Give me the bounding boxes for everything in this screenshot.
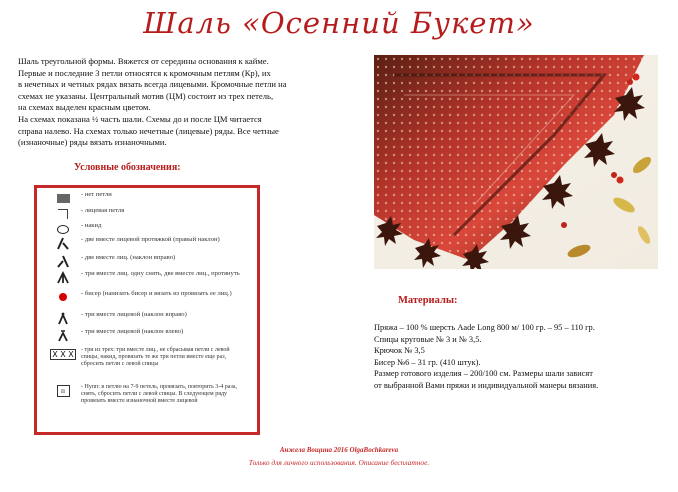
legend-row-knit: - лицевая петля xyxy=(45,207,246,221)
three-from-three-icon xyxy=(45,347,81,361)
legend-box xyxy=(34,185,260,435)
legend-row-three-from-three: X X X - три из трех: три вместе лиц., не сбрасывая петли с левой спицы, накид, провязать те же три петли вместе еще раз, сбросить петли с левой спицы xyxy=(45,347,246,368)
shawl-illustration xyxy=(374,55,658,269)
footer-credit: Анжела Вощина 2016 OlgaBochkareva xyxy=(279,446,399,454)
materials-list xyxy=(374,322,674,392)
legend-row-k3tog-central: - три вместе лиц. одну снять, две вместе лиц., протянуть xyxy=(45,270,246,284)
bead-icon xyxy=(45,290,81,304)
yarn-over-icon xyxy=(45,222,81,236)
central-double-decrease-icon xyxy=(45,270,81,284)
three-from-three-label: X X X xyxy=(52,349,74,359)
decrease-left-icon xyxy=(45,236,81,250)
materials-line: Бисер №6 – 31 гр. (410 штук). xyxy=(374,357,481,367)
legend-row-yarn-over: - накид xyxy=(45,222,246,236)
materials-line: Размер готового изделия – 200/100 см. Размеры шали зависят xyxy=(374,369,593,379)
intro-line: справа налево. На схемах только нечетные (лицевые) ряды. Все четные xyxy=(18,125,279,136)
materials-title: Материалы: xyxy=(398,295,458,306)
legend-title: Условные обозначения: xyxy=(74,162,181,173)
legend-row-no-stitch: - нет петли xyxy=(45,191,246,205)
intro-text xyxy=(18,56,353,149)
intro-line: Первые и последние 3 петли относятся к кромочным петлям (Кр), их xyxy=(18,67,271,78)
intro-line: (изнаночные) ряды вязать изнаночными. xyxy=(18,137,167,148)
legend-row-k2tog-tbl: - две вместе лицевой протяжкой (правый наклон) xyxy=(45,236,246,250)
intro-line: схемах не указаны. Центральный мотив (ЦМ) состоит из трех петель, xyxy=(18,90,274,101)
legend-row-bead: - бисер (нанизать бисер и вязать из провязать ее лиц.) xyxy=(45,290,246,304)
knit-stitch-icon xyxy=(45,207,81,221)
materials-line: Крючок № 3,5 xyxy=(374,346,425,356)
shawl-photo xyxy=(374,55,658,269)
legend-row-k3tog-left: - три вместе лицевой (наклон влево) xyxy=(45,328,246,342)
materials-line: от выбранной Вами пряжи и индивидуальной манеры вязания. xyxy=(374,380,599,390)
footer-note: Только для личного использования. Описание бесплатное. xyxy=(248,458,430,467)
intro-line: Шаль треугольной формы. Вяжется от середины основания к кайме. xyxy=(18,56,269,66)
materials-line: Спицы круговые № 3 и № 3,5. xyxy=(374,334,482,344)
legend-row-k2tog: - две вместе лиц. (наклон вправо) xyxy=(45,254,246,268)
page-title: Шаль «Осенний Букет» xyxy=(143,6,535,40)
intro-line: на схемах выделен красным цветом. xyxy=(18,102,151,113)
triple-decrease-left-icon xyxy=(45,328,81,342)
intro-line: в нечетных и четных рядах вязать всегда лицевыми. Кромочные петли на xyxy=(18,79,287,90)
triple-decrease-right-icon xyxy=(45,311,81,325)
no-stitch-icon xyxy=(45,191,81,205)
nupp-icon: п xyxy=(45,384,81,398)
intro-line: На схемах показана ½ часть шали. Схемы до и после ЦМ читается xyxy=(18,113,262,124)
legend-row-nupp: п - Нупп: в петлю на 7-9 петель, провязать, повторить 3-4 раза, снять, сбросить петли с левой спицы. В следующем ряду провязать вместе изнаночной вместе лицевой xyxy=(45,384,246,405)
materials-line: Пряжа – 100 % шерсть Aade Long 800 м/ 100 гр. – 95 – 110 гр. xyxy=(374,323,595,332)
decrease-right-icon xyxy=(45,254,81,268)
legend-row-k3tog-right: - три вместе лицевой (наклон вправо) xyxy=(45,311,246,325)
